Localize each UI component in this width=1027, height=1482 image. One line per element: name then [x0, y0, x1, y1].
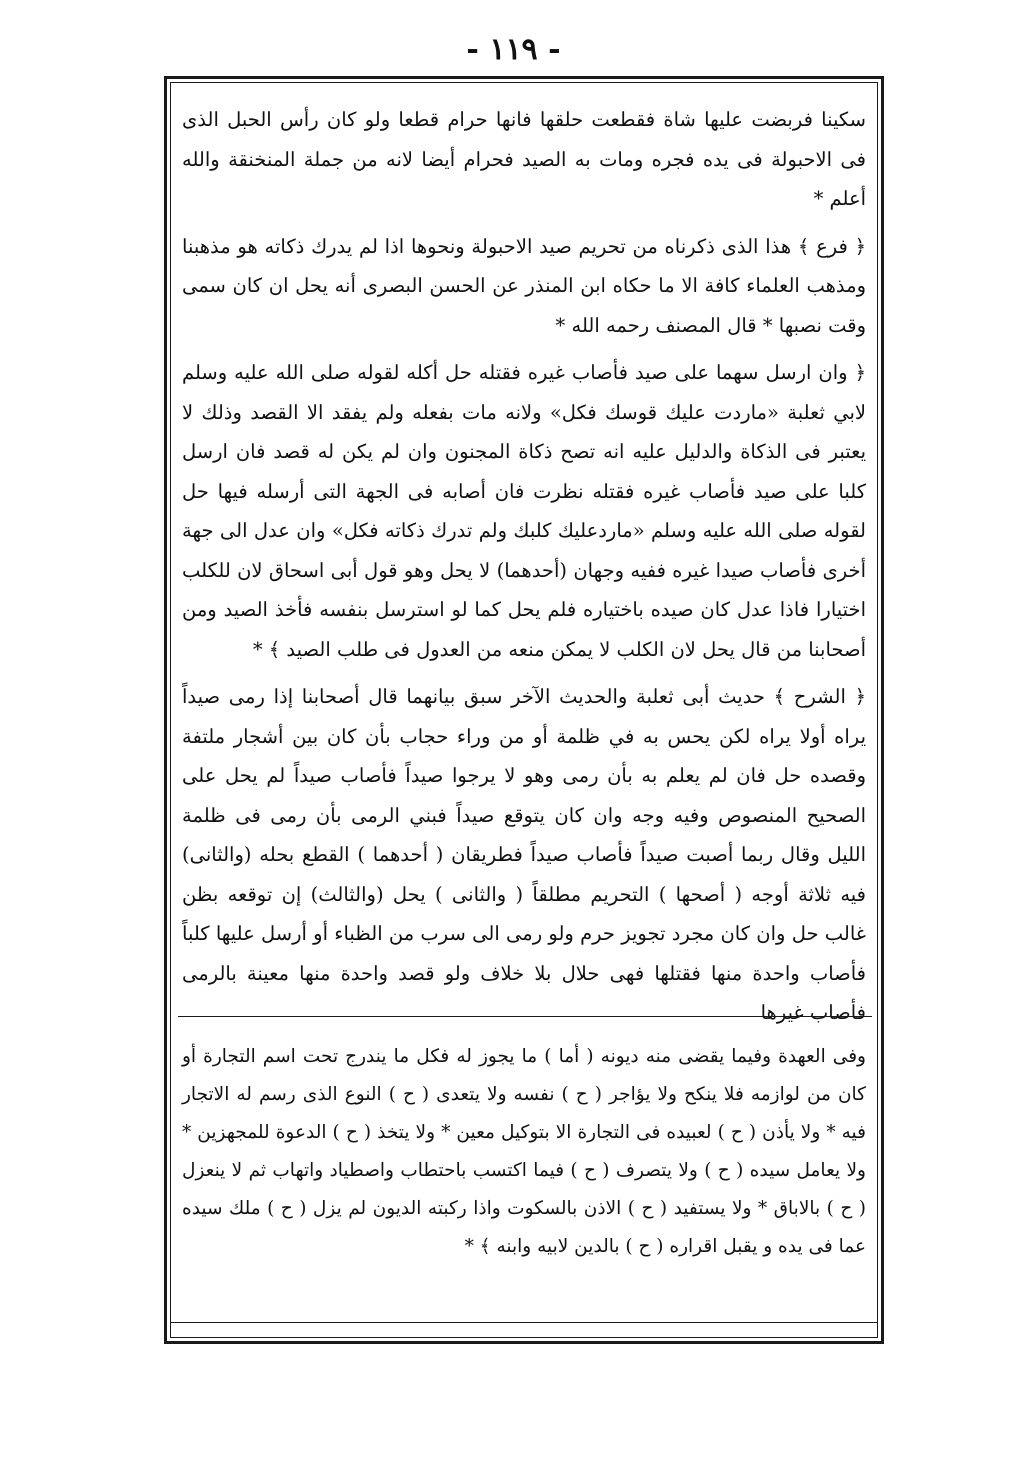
footnote-body: [182, 1038, 866, 1266]
footnote-paragraph: وفى العهدة وفيما يقضى منه ديونه ( أما ) ما يجوز له فكل ما يندرج تحت اسم التجارة أو كان من لوازمه فلا ينكح ولا يؤاجر ( ح ) نفسه ولا يتعدى ( ح ) النوع الذى رسم له الاتجار فيه * ولا يأذن ( ح ) لعبيده فى التجارة الا بتوكيل معين * ولا يتخذ ( ح ) الدعوة للمجهزين * ولا يعامل سيده ( ح ) ولا يتصرف ( ح ) فيما اكتسب باحتطاب واصطياد واتهاب ثم لا ينعزل ( ح ) بالاباق * ولا يستفيد ( ح ) الاذن بالسكوت واذا ركبته الديون لم يزل ( ح ) ملك سيده عما فى يده و يقبل اقراره ( ح ) بالدين لابيه وابنه ﴾ *: [182, 1046, 866, 1257]
page-number: - ١١٩ -: [466, 32, 561, 67]
paragraph-matn: ﴿ وان ارسل سهما على صيد فأصاب غيره فقتله حل أكله لقوله صلى الله عليه وسلم لابي ثعلبة «ماردت عليك قوسك فكل» ولانه مات بفعله ولم يفقد الا القصد وذلك لا يعتبر فى الذكاة والدليل عليه انه تصح ذكاة المجنون وان لم يكن له قصد فان ارسل كلبا على صيد فأصاب غيره فقتله نظرت فان أصابه فى الجهة التى أرسله فيها حل لقوله صلى الله عليه وسلم «ماردعليك كلبك ولم تدرك ذكاته فكل» وان عدل الى جهة أخرى فأصاب صيدا غيره ففيه وجهان (أحدهما) لا يحل وهو قول أبى اسحاق لان للكلب اختيارا فاذا عدل كان صيده باختياره فلم يحل كما لو استرسل بنفسه فأخذ الصيد ومن أصحابنا من قال يحل لان الكلب لا يمكن منعه من العدول فى طلب الصيد ﴾ *: [182, 361, 866, 661]
paragraph-continuation: سكينا فربضت عليها شاة فقطعت حلقها فانها حرام قطعا ولو كان رأس الحبل الذى فى الاحبولة فى يده فجره ومات به الصيد فحرام أيضا لانه من جملة المنخنقة والله أعلم *: [182, 108, 866, 210]
main-text-body: [182, 100, 866, 1041]
footnote-separator: [178, 1016, 872, 1017]
frame-bottom-rule: [170, 1322, 878, 1323]
paragraph-sharh: ﴿ الشرح ﴾ حديث أبى ثعلبة والحديث الآخر سبق بيانهما قال أصحابنا إذا رمى صيداً يراه أولا يراه لكن يحس به في ظلمة أو من وراء حجاب بأن كان بين أشجار ملتفة وقصده حل فان لم يعلم به بأن رمى وهو لا يرجوا صيداً فأصاب صيداً لم يحل على الصحيح المنصوص وفيه وجه وان كان يتوقع صيداً فبني الرمى بأن رمى فى ظلمة الليل وقال ربما أصبت صيداً فأصاب صيداً فطريقان ( أحدهما ) القطع بحله (والثانى) فيه ثلاثة أوجه ( أصحها ) التحريم مطلقاً ( والثانى ) يحل (والثالث) إن توقعه بظن غالب حل وان كان مجرد تجويز حرم ولو رمى الى سرب من الظباء أو أرسل عليها كلباً فأصاب واحدة منها فقتلها فهى حلال بلا خلاف ولو قصد واحدة منها معينة بالرمى فأصاب غيرها: [182, 685, 866, 1024]
paragraph-far: ﴿ فرع ﴾ هذا الذى ذكرناه من تحريم صيد الاحبولة ونحوها اذا لم يدرك ذكاته هو مذهبنا ومذهب العلماء كافة الا ما حكاه ابن المنذر عن الحسن البصرى أنه يحل ان كان سمى وقت نصبها * قال المصنف رحمه الله *: [182, 234, 866, 337]
